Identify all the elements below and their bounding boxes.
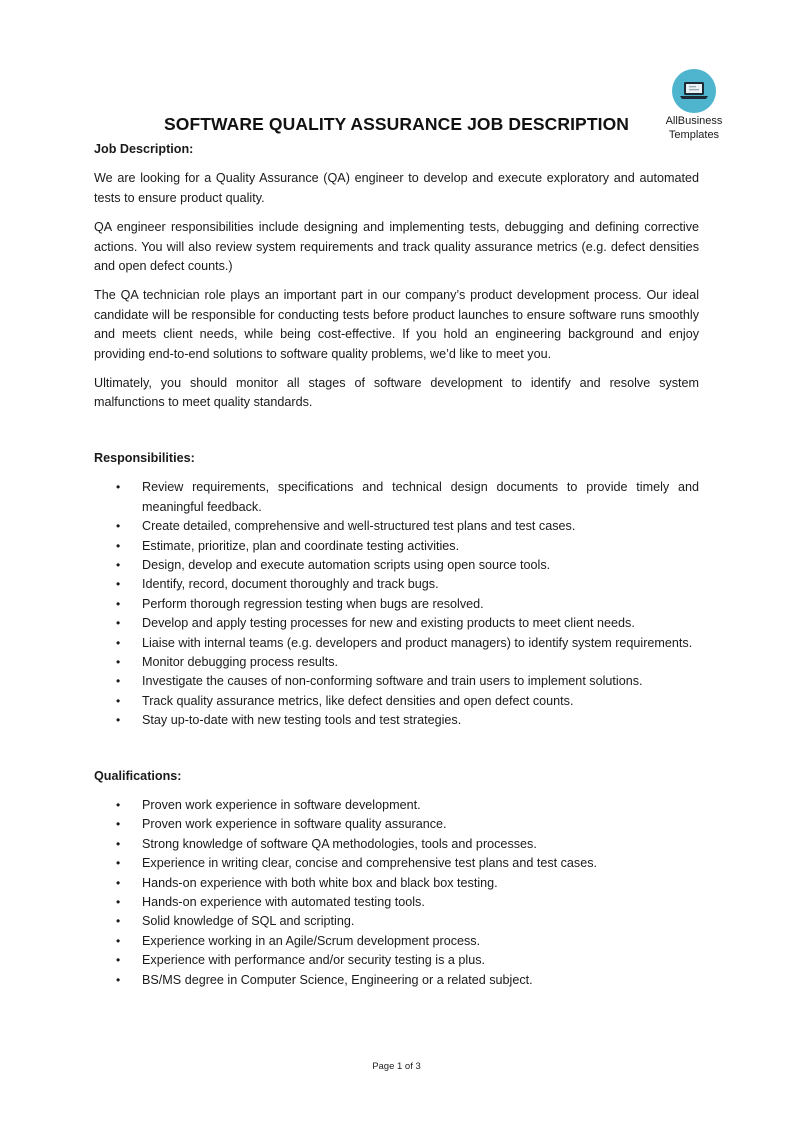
list-item-text: Experience in writing clear, concise and comprehensive test plans and test cases. bbox=[142, 856, 598, 871]
responsibilities-list bbox=[94, 478, 699, 730]
document-title: SOFTWARE QUALITY ASSURANCE JOB DESCRIPTION bbox=[163, 114, 630, 134]
list-item bbox=[94, 971, 699, 990]
list-item bbox=[94, 517, 699, 536]
list-item-text: Proven work experience in software development. bbox=[142, 797, 421, 812]
list-item-text: Identify, record, document thoroughly and track bugs. bbox=[142, 577, 439, 592]
document-body bbox=[94, 140, 699, 990]
job-description-paragraph: QA engineer responsibilities include designing and implementing tests, debugging and defining corrective actions. You will also review system requirements and track quality assurance metrics (e.g. defect densities and open defect counts.) bbox=[94, 220, 699, 274]
bullet: • bbox=[116, 693, 121, 708]
list-item-text: Perform thorough regression testing when bugs are resolved. bbox=[142, 596, 484, 611]
responsibilities-heading: Responsibilities: bbox=[94, 450, 195, 465]
list-item bbox=[94, 537, 699, 556]
list-item-text: BS/MS degree in Computer Science, Engineering or a related subject. bbox=[142, 972, 533, 987]
list-item-text: Stay up-to-date with new testing tools and test strategies. bbox=[142, 713, 462, 728]
page-number: Page 1 of 3 bbox=[372, 1061, 421, 1072]
list-item bbox=[94, 634, 699, 653]
bullet: • bbox=[116, 674, 121, 689]
list-item bbox=[94, 478, 699, 517]
list-item-text: Monitor debugging process results. bbox=[142, 654, 339, 669]
list-item-text: Design, develop and execute automation scripts using open source tools. bbox=[142, 557, 551, 572]
bullet: • bbox=[116, 577, 121, 592]
list-item bbox=[94, 711, 699, 730]
bullet: • bbox=[116, 875, 121, 890]
bullet: • bbox=[116, 654, 121, 669]
bullet: • bbox=[116, 856, 121, 871]
job-description-paragraph: The QA technician role plays an important part in our company’s product development process. Our ideal candidate will be responsible for conducting tests before product launches to ensure software runs smoothly and meets client needs, while being cost-effective. If you hold an engineering background and enjoy providing end-to-end solutions to software quality problems, we’d like to meet you. bbox=[94, 288, 699, 361]
list-item-text: Solid knowledge of SQL and scripting. bbox=[142, 914, 355, 929]
list-item bbox=[94, 595, 699, 614]
job-description-paragraph: Ultimately, you should monitor all stages of software development to identify and resolve system malfunctions to meet quality standards. bbox=[94, 376, 699, 410]
list-item-text: Experience working in an Agile/Scrum development process. bbox=[142, 933, 481, 948]
bullet: • bbox=[116, 933, 121, 948]
job-description-paragraph: We are looking for a Quality Assurance (QA) engineer to develop and execute exploratory and automated tests to ensure product quality. bbox=[94, 171, 699, 205]
list-item-text: Develop and apply testing processes for new and existing products to meet client needs. bbox=[142, 616, 635, 631]
list-item-text: Hands-on experience with automated testing tools. bbox=[142, 895, 425, 909]
list-item-text: Hands-on experience with both white box and black box testing. bbox=[142, 875, 498, 890]
logo-line-1: AllBusiness bbox=[665, 115, 723, 127]
list-item bbox=[94, 672, 699, 691]
list-item-text: Investigate the causes of non-conforming software and train users to implement solutions. bbox=[142, 674, 643, 689]
list-item-text: Strong knowledge of software QA methodologies, tools and processes. bbox=[142, 836, 537, 851]
bullet: • bbox=[116, 480, 121, 495]
list-item bbox=[94, 912, 699, 931]
laptop-icon bbox=[672, 69, 716, 113]
list-item bbox=[94, 796, 699, 815]
list-item bbox=[94, 951, 699, 970]
list-item bbox=[94, 932, 699, 951]
bullet: • bbox=[116, 519, 121, 534]
list-item bbox=[94, 893, 699, 912]
logo-line-2: Templates bbox=[668, 129, 720, 141]
bullet: • bbox=[116, 836, 121, 851]
bullet: • bbox=[116, 538, 121, 553]
bullet: • bbox=[116, 616, 121, 631]
bullet: • bbox=[116, 817, 121, 832]
list-item bbox=[94, 854, 699, 873]
list-item-text: Track quality assurance metrics, like defect densities and open defect counts. bbox=[142, 693, 574, 708]
list-item-text: Proven work experience in software quality assurance. bbox=[142, 817, 447, 832]
list-item-text: Experience with performance and/or security testing is a plus. bbox=[142, 953, 485, 968]
bullet: • bbox=[116, 953, 121, 968]
bullet: • bbox=[116, 972, 121, 987]
list-item-text: Estimate, prioritize, plan and coordinate testing activities. bbox=[142, 538, 460, 553]
list-item bbox=[94, 653, 699, 672]
list-item bbox=[94, 815, 699, 834]
list-item bbox=[94, 556, 699, 575]
qualifications-heading: Qualifications: bbox=[94, 768, 182, 783]
list-item-text: Liaise with internal teams (e.g. developers and product managers) to identify system requirements. bbox=[142, 635, 693, 650]
list-item bbox=[94, 874, 699, 893]
bullet: • bbox=[116, 596, 121, 611]
list-item bbox=[94, 575, 699, 594]
bullet: • bbox=[116, 797, 121, 812]
list-item-text: Create detailed, comprehensive and well-structured test plans and test cases. bbox=[142, 519, 576, 534]
bullet: • bbox=[116, 635, 121, 650]
list-item bbox=[94, 614, 699, 633]
bullet: • bbox=[116, 895, 121, 909]
job-description-heading: Job Description: bbox=[94, 142, 194, 156]
qualifications-list bbox=[94, 796, 699, 990]
bullet: • bbox=[116, 914, 121, 929]
bullet: • bbox=[116, 713, 121, 728]
bullet: • bbox=[116, 557, 121, 572]
list-item-text: Review requirements, specifications and technical design documents to provide timely and meaningful feedback. bbox=[142, 480, 699, 514]
list-item bbox=[94, 835, 699, 854]
list-item bbox=[94, 692, 699, 711]
